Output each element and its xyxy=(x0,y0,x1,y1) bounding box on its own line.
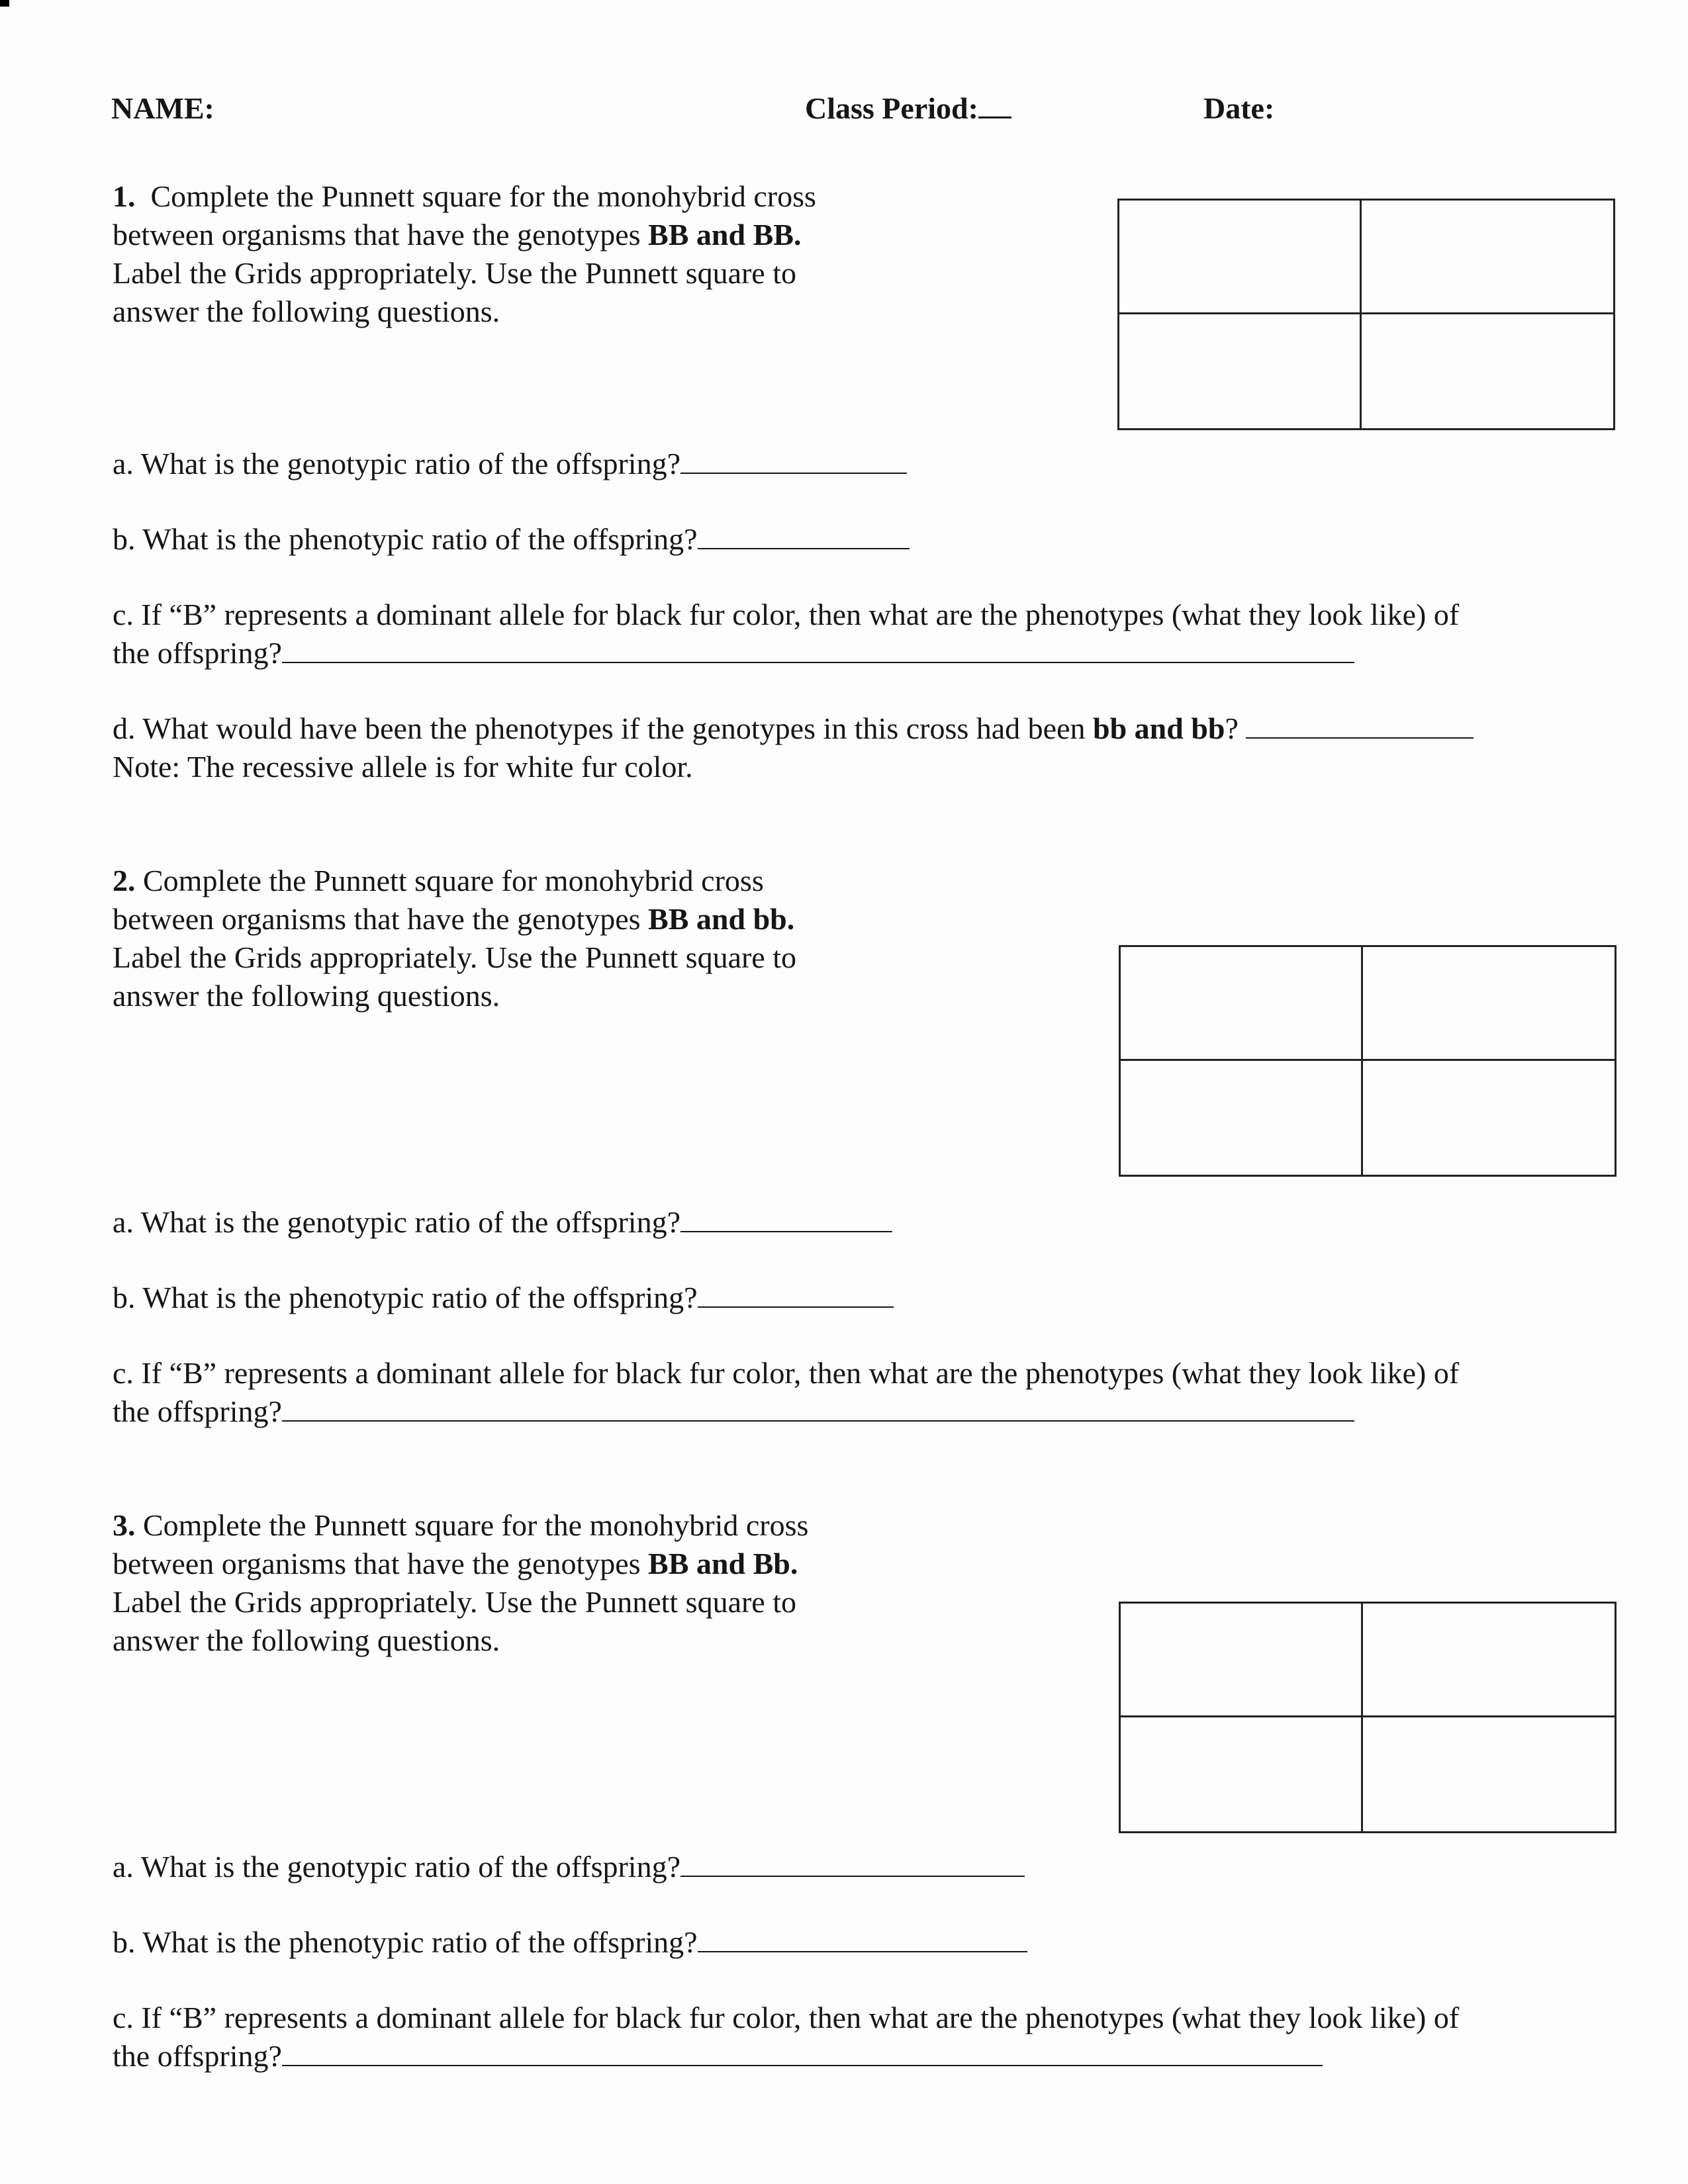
problem-2-question-a: a. What is the genotypic ratio of the offspring? xyxy=(113,1203,892,1242)
punnett-3-cell-top-right[interactable] xyxy=(1363,1604,1615,1717)
problem-1-instructions: 1. Complete the Punnett square for the monohybrid cross between organisms that have the genotypes BB and BB. Label the Grids appropriately. Use the Punnett square to answer the following questions. xyxy=(113,179,816,328)
problem-1-question-c: c. If “B” represents a dominant allele for black fur color, then what are the phenotypes (what they look like) of the offspring? xyxy=(113,598,1460,670)
punnett-2-cell-top-right[interactable] xyxy=(1363,947,1615,1061)
problem-1-answer-a[interactable] xyxy=(680,449,907,474)
punnett-3-cell-bottom-right[interactable] xyxy=(1363,1717,1615,1831)
class-period-label: Class Period: xyxy=(805,91,978,125)
problem-3-answer-b[interactable] xyxy=(698,1927,1027,1952)
punnett-square-1 xyxy=(1117,199,1615,430)
punnett-3-cell-top-left[interactable] xyxy=(1121,1604,1363,1717)
punnett-1-cell-bottom-left[interactable] xyxy=(1119,314,1362,428)
problem-3-answer-c[interactable] xyxy=(282,2041,1323,2066)
punnett-1-cell-top-left[interactable] xyxy=(1119,201,1362,314)
problem-2-answer-b[interactable] xyxy=(698,1283,894,1308)
punnett-square-3 xyxy=(1119,1602,1617,1833)
problem-3-genotypes: BB and Bb. xyxy=(648,1547,798,1580)
problem-2-question-b: b. What is the phenotypic ratio of the offspring? xyxy=(113,1279,894,1317)
problem-1-answer-b[interactable] xyxy=(698,524,910,549)
problem-2-answer-c[interactable] xyxy=(282,1396,1354,1422)
punnett-1-cell-top-right[interactable] xyxy=(1362,201,1613,314)
problem-1-number: 1. xyxy=(113,179,136,213)
punnett-square-2 xyxy=(1119,945,1617,1177)
scan-corner-mark xyxy=(0,0,9,7)
problem-3-question-b: b. What is the phenotypic ratio of the offspring? xyxy=(113,1923,1027,1962)
class-period-field[interactable] xyxy=(805,90,1011,127)
problem-3-answer-a[interactable] xyxy=(680,1852,1025,1877)
problem-1-question-b: b. What is the phenotypic ratio of the offspring? xyxy=(113,520,910,559)
punnett-1-cell-bottom-right[interactable] xyxy=(1362,314,1613,428)
problem-3-question-a: a. What is the genotypic ratio of the offspring? xyxy=(113,1848,1025,1886)
name-label: NAME: xyxy=(111,91,214,125)
problem-1-note: Note: The recessive allele is for white fur color. xyxy=(113,750,693,784)
problem-2-genotypes: BB and bb. xyxy=(648,902,795,936)
problem-1-answer-c[interactable] xyxy=(282,638,1354,663)
problem-2-question-c: c. If “B” represents a dominant allele for black fur color, then what are the phenotypes (what they look like) of the offspring? xyxy=(113,1356,1460,1428)
class-period-blank[interactable] xyxy=(978,90,1011,118)
problem-3-instructions: 3. Complete the Punnett square for the monohybrid cross between organisms that have the genotypes BB and Bb. Label the Grids appropriately. Use the Punnett square to answer the following questions. xyxy=(113,1508,809,1657)
punnett-2-cell-bottom-left[interactable] xyxy=(1121,1061,1363,1175)
problem-2-answer-a[interactable] xyxy=(680,1207,892,1232)
punnett-3-cell-bottom-left[interactable] xyxy=(1121,1717,1363,1831)
problem-3-number: 3. xyxy=(113,1508,136,1542)
punnett-2-cell-bottom-right[interactable] xyxy=(1363,1061,1615,1175)
date-label: Date: xyxy=(1203,91,1275,125)
problem-3-question-c: c. If “B” represents a dominant allele for black fur color, then what are the phenotypes (what they look like) of the offspring? xyxy=(113,2001,1460,2073)
problem-1-answer-d[interactable] xyxy=(1246,713,1474,739)
problem-1-question-d: d. What would have been the phenotypes if the genotypes in this cross had been bb and bb? Note: The recessive allele is for white fur color. xyxy=(113,709,1474,786)
problem-1-question-a: a. What is the genotypic ratio of the offspring? xyxy=(113,445,907,483)
problem-2-instructions: 2. Complete the Punnett square for monohybrid cross between organisms that have the genotypes BB and bb. Label the Grids appropriately. Use the Punnett square to answer the following questions. xyxy=(113,864,797,1013)
problem-1-genotypes: BB and BB. xyxy=(648,218,802,251)
punnett-2-cell-top-left[interactable] xyxy=(1121,947,1363,1061)
problem-2-number: 2. xyxy=(113,864,136,897)
